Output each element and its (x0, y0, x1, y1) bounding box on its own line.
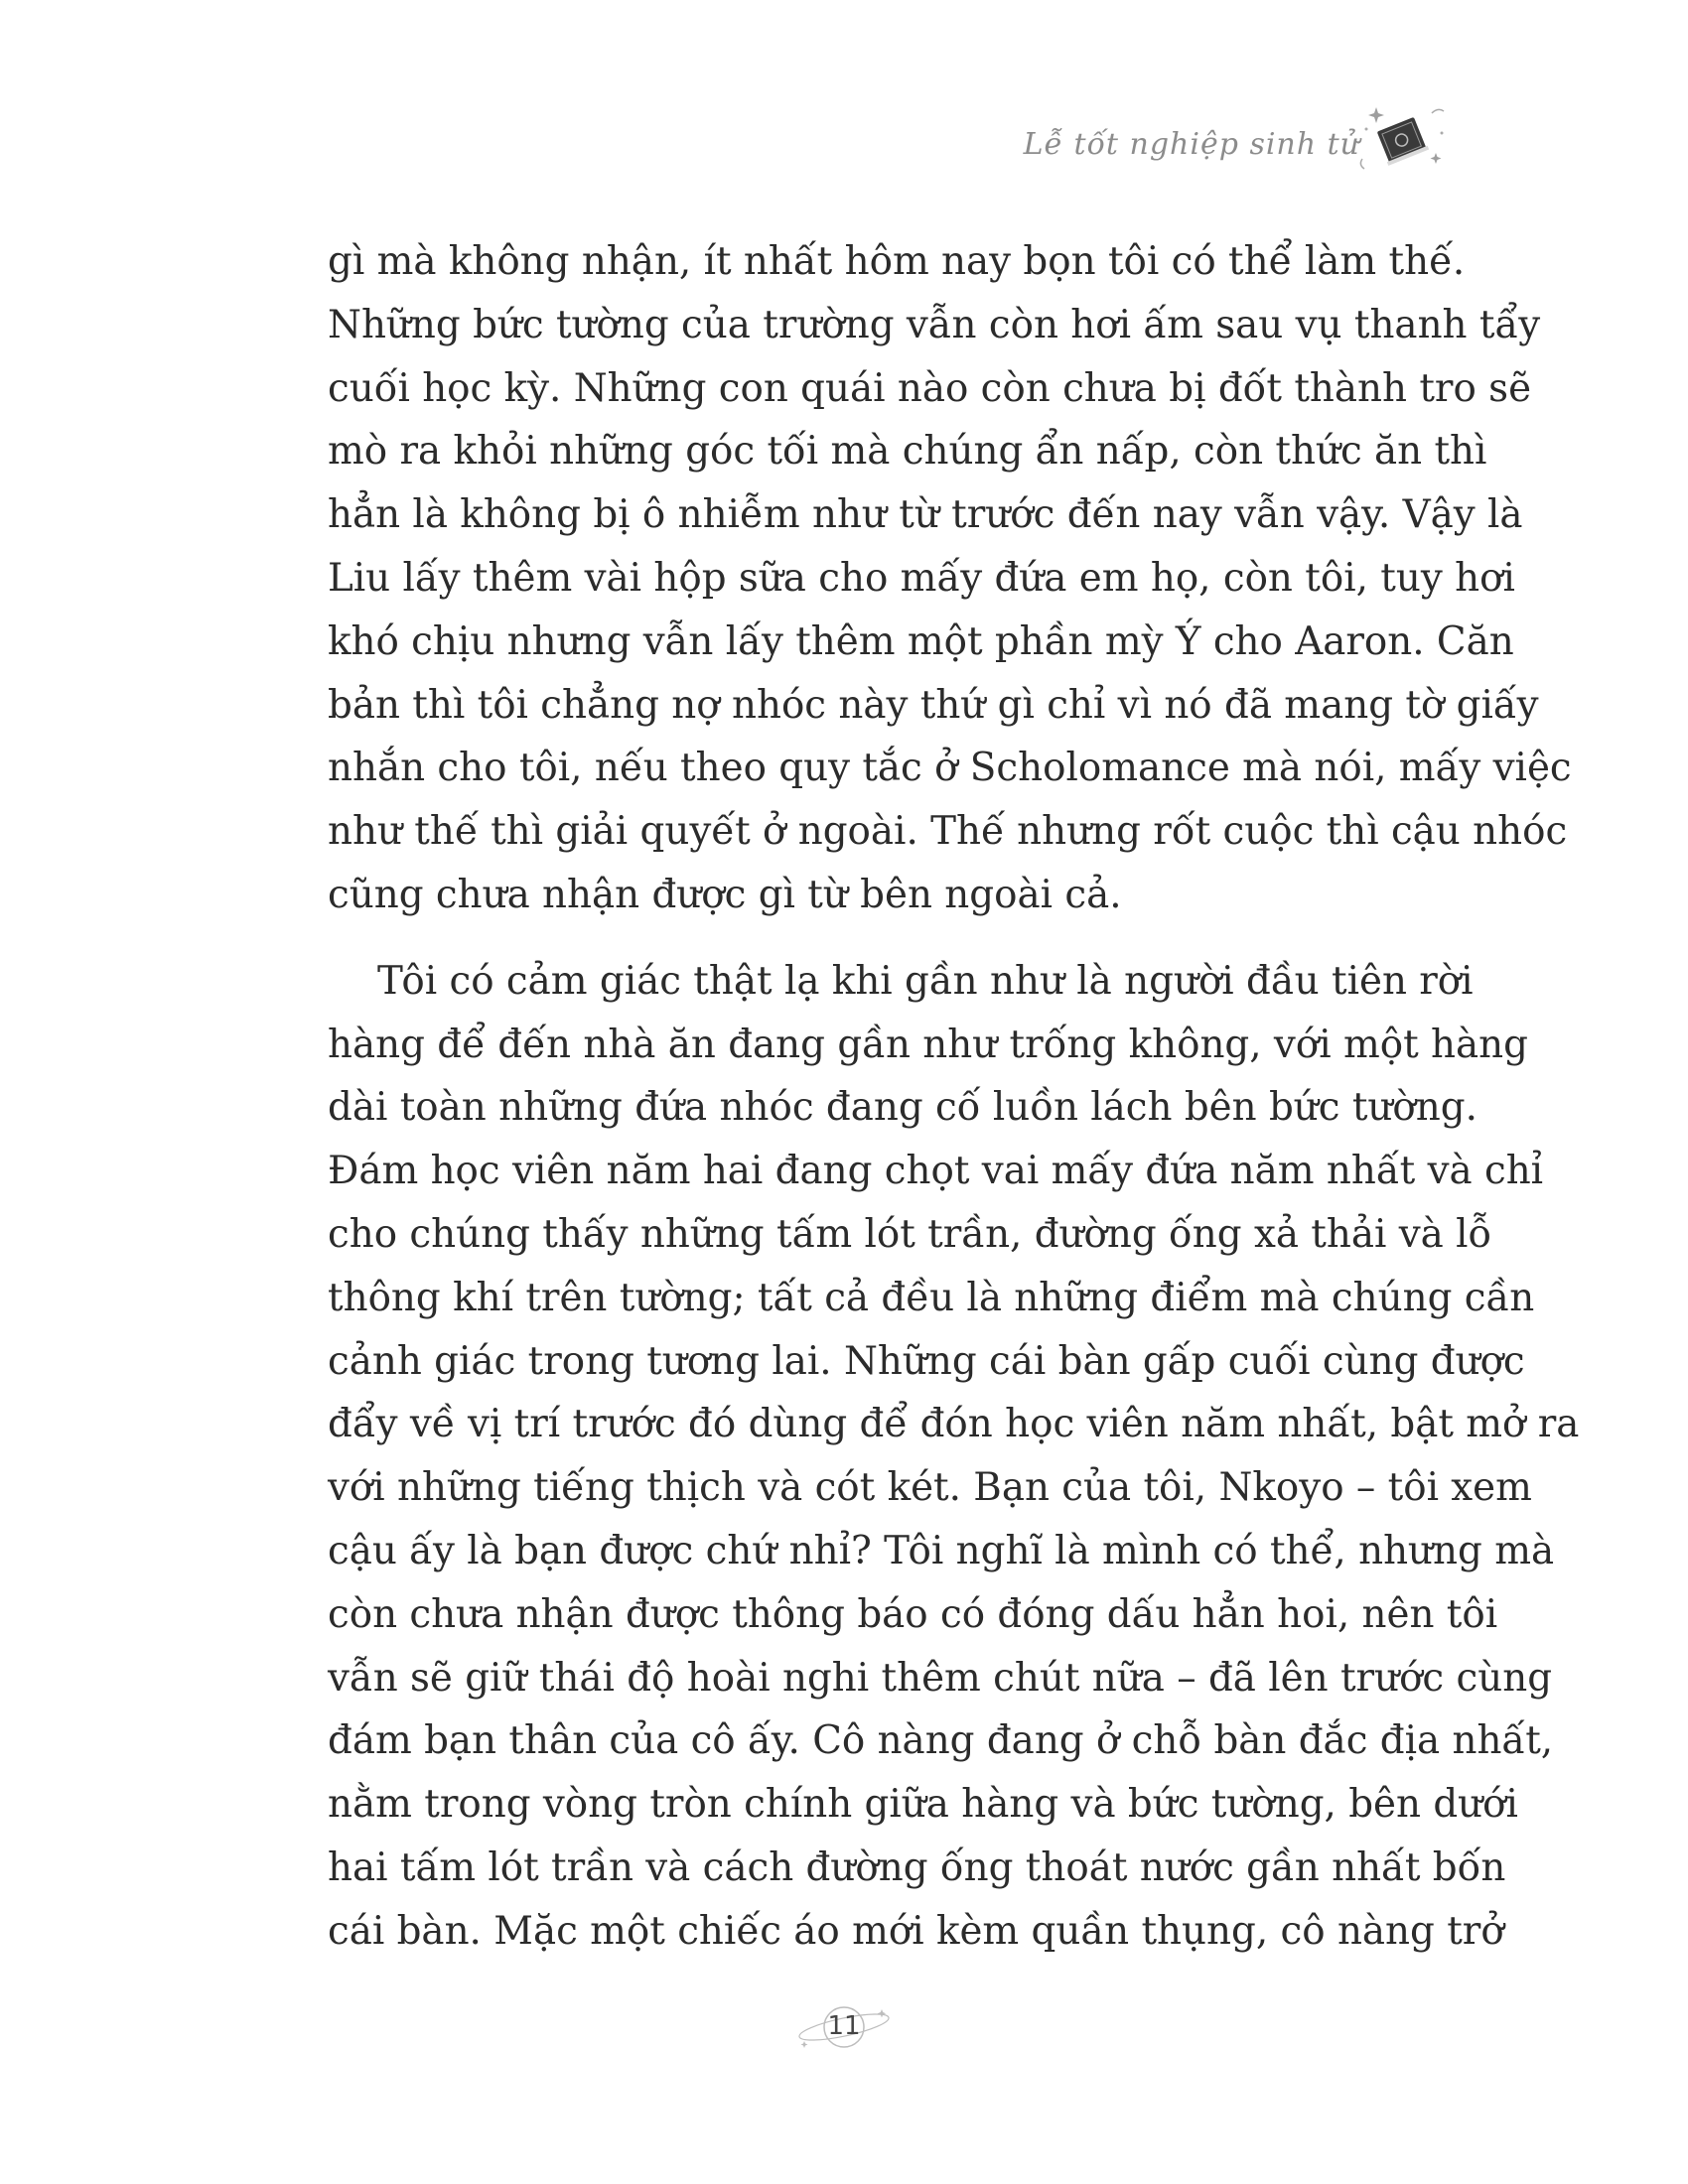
text-line: đẩy về vị trí trước đó dùng để đón học viên năm nhất, bật mở ra (328, 1402, 1580, 1447)
text-line: nằm trong vòng tròn chính giữa hàng và bức tường, bên dưới (328, 1782, 1518, 1828)
text-line: cái bàn. Mặc một chiếc áo mới kèm quần thụng, cô nàng trở (328, 1908, 1504, 1954)
text-line: dài toàn những đứa nhóc đang cố luồn lách bên bức tường. (328, 1085, 1477, 1131)
paragraph-2 (328, 950, 1580, 1964)
text-line: cũng chưa nhận được gì từ bên ngoài cả. (328, 872, 1122, 917)
text-line: vẫn sẽ giữ thái độ hoài nghi thêm chút nữa – đã lên trước cùng (328, 1655, 1553, 1701)
text-line: bản thì tôi chẳng nợ nhóc này thứ gì chỉ vì nó đã mang tờ giấy (328, 682, 1539, 728)
text-line: đám bạn thân của cô ấy. Cô nàng đang ở chỗ bàn đắc địa nhất, (328, 1718, 1554, 1764)
running-header-title: Lễ tốt nghiệp sinh tử (1023, 127, 1360, 162)
paragraph-1 (328, 230, 1572, 927)
page-footer (784, 1997, 904, 2057)
text-line: khó chịu nhưng vẫn lấy thêm một phần mỳ Ý cho Aaron. Căn (328, 618, 1514, 664)
text-line: như thế thì giải quyết ở ngoài. Thế nhưng rốt cuộc thì cậu nhóc (328, 809, 1568, 855)
text-line: hẳn là không bị ô nhiễm như từ trước đến nay vẫn vậy. Vậy là (328, 492, 1523, 538)
text-line: cậu ấy là bạn được chứ nhỉ? Tôi nghĩ là mình có thể, nhưng mà (328, 1528, 1555, 1573)
text-line: mò ra khỏi những góc tối mà chúng ẩn nấp, còn thức ăn thì (328, 429, 1487, 475)
text-line: hai tấm lót trần và cách đường ống thoát nước gần nhất bốn (328, 1844, 1506, 1890)
text-line: Những bức tường của trường vẫn còn hơi ấm sau vụ thanh tẩy (328, 302, 1541, 347)
text-line: cho chúng thấy những tấm lót trần, đường ống xả thải và lỗ (328, 1211, 1492, 1257)
text-line: gì mà không nhận, ít nhất hôm nay bọn tôi có thể làm thế. (328, 239, 1466, 284)
text-line: cuối học kỳ. Những con quái nào còn chưa bị đốt thành tro sẽ (328, 365, 1532, 411)
text-line: thông khí trên tường; tất cả đều là những điểm mà chúng cần (328, 1275, 1535, 1320)
text-line: nhắn cho tôi, nếu theo quy tắc ở Scholomance mà nói, mấy việc (328, 746, 1572, 791)
text-line: còn chưa nhận được thông báo có đóng dấu hẳn hoi, nên tôi (328, 1591, 1498, 1637)
text-line: cảnh giác trong tương lai. Những cái bàn gấp cuối cùng được (328, 1338, 1525, 1384)
text-line: Liu lấy thêm vài hộp sữa cho mấy đứa em họ, còn tôi, tuy hơi (328, 555, 1515, 601)
text-line: hàng để đến nhà ăn đang gần như trống không, với một hàng (328, 1022, 1528, 1067)
text-line: Đám học viên năm hai đang chọt vai mấy đứa năm nhất và chỉ (328, 1149, 1544, 1194)
text-line: với những tiếng thịch và cót két. Bạn của tôi, Nkoyo – tôi xem (328, 1465, 1532, 1511)
book-with-sparkles-icon (1352, 99, 1452, 179)
page-number: 11 (827, 2011, 861, 2041)
body-text (328, 230, 1580, 1964)
text-line: Tôi có cảm giác thật lạ khi gần như là người đầu tiên rời (377, 958, 1474, 1004)
